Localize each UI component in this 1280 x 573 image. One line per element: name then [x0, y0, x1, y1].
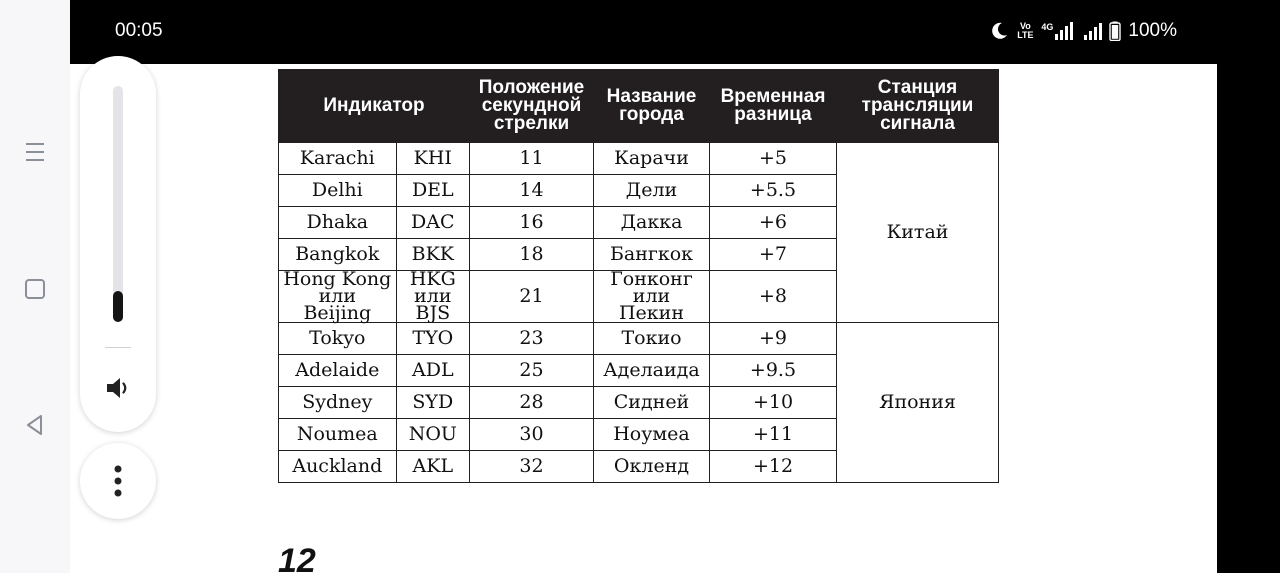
- time-difference: +11: [710, 419, 837, 451]
- volume-slider[interactable]: [113, 86, 123, 322]
- back-icon[interactable]: [22, 412, 48, 438]
- second-hand-position: 32: [470, 451, 594, 483]
- network-type-label: 4G: [1041, 22, 1054, 32]
- time-difference: +7: [710, 239, 837, 271]
- indicator-name: Auckland: [279, 451, 397, 483]
- city-name: Гонконг или Пекин: [594, 271, 710, 323]
- indicator-code: DAC: [396, 207, 469, 239]
- indicator-code: AKL: [396, 451, 469, 483]
- table-header-row: [279, 70, 999, 143]
- city-name: Аделаида: [594, 355, 710, 387]
- indicator-name: Delhi: [279, 175, 397, 207]
- do-not-disturb-moon-icon: [989, 21, 1009, 41]
- time-difference: +9: [710, 323, 837, 355]
- indicator-code: SYD: [396, 387, 469, 419]
- battery-icon: [1109, 21, 1121, 41]
- second-hand-position: 18: [470, 239, 594, 271]
- table-row: [279, 143, 999, 175]
- indicator-code: TYO: [396, 323, 469, 355]
- right-black-bar: [1217, 0, 1280, 573]
- time-difference: +6: [710, 207, 837, 239]
- time-difference: +12: [710, 451, 837, 483]
- indicator-code: ADL: [396, 355, 469, 387]
- table-row: [279, 323, 999, 355]
- indicator-code: BKK: [396, 239, 469, 271]
- volume-panel: [80, 56, 156, 432]
- time-zone-table: [278, 69, 999, 483]
- header-city-name: Название города: [594, 70, 710, 143]
- indicator-name: Dhaka: [279, 207, 397, 239]
- station-cell: Китай: [837, 143, 999, 323]
- city-name: Карачи: [594, 143, 710, 175]
- city-name: Окленд: [594, 451, 710, 483]
- indicator-code: DEL: [396, 175, 469, 207]
- indicator-code: KHI: [396, 143, 469, 175]
- header-signal-station: Станция трансляции сигнала: [837, 70, 999, 143]
- second-hand-position: 28: [470, 387, 594, 419]
- second-hand-position: 25: [470, 355, 594, 387]
- second-hand-position: 14: [470, 175, 594, 207]
- indicator-name: Hong Kong или Beijing: [279, 271, 397, 323]
- more-options-button[interactable]: [80, 443, 156, 519]
- city-name: Сидней: [594, 387, 710, 419]
- recent-apps-icon[interactable]: [22, 139, 48, 165]
- time-difference: +10: [710, 387, 837, 419]
- second-hand-position: 16: [470, 207, 594, 239]
- indicator-name: Karachi: [279, 143, 397, 175]
- second-hand-position: 21: [470, 271, 594, 323]
- page-number: 12: [278, 542, 316, 573]
- city-name: Дели: [594, 175, 710, 207]
- speaker-icon[interactable]: [104, 374, 132, 402]
- volume-divider: [105, 347, 131, 348]
- station-cell: Япония: [837, 323, 999, 483]
- indicator-name: Noumea: [279, 419, 397, 451]
- phone-screen: [70, 0, 1217, 573]
- city-name: Токио: [594, 323, 710, 355]
- header-time-difference: Временная разница: [710, 70, 837, 143]
- second-hand-position: 23: [470, 323, 594, 355]
- indicator-code: NOU: [396, 419, 469, 451]
- time-difference: +9.5: [710, 355, 837, 387]
- indicator-name: Adelaide: [279, 355, 397, 387]
- city-name: Ноумеа: [594, 419, 710, 451]
- indicator-name: Bangkok: [279, 239, 397, 271]
- home-icon[interactable]: [22, 276, 48, 302]
- time-difference: +5.5: [710, 175, 837, 207]
- time-difference: +8: [710, 271, 837, 323]
- second-hand-position: 30: [470, 419, 594, 451]
- signal-bars-icon: [1084, 23, 1102, 40]
- indicator-code: HKG или BJS: [396, 271, 469, 323]
- city-name: Дакка: [594, 207, 710, 239]
- battery-percent: 100%: [1128, 20, 1177, 41]
- document-page: [278, 69, 999, 483]
- indicator-name: Sydney: [279, 387, 397, 419]
- volte-icon: Vo LTE: [1017, 21, 1034, 40]
- navigation-rail: [0, 0, 70, 573]
- indicator-name: Tokyo: [279, 323, 397, 355]
- more-vertical-icon: [80, 443, 156, 519]
- city-name: Бангкок: [594, 239, 710, 271]
- status-bar: [70, 0, 1217, 64]
- signal-4g-icon: [1041, 22, 1073, 40]
- status-icons: [989, 20, 1177, 42]
- header-second-hand-position: Положение секундной стрелки: [470, 70, 594, 143]
- volume-slider-fill: [113, 291, 123, 322]
- second-hand-position: 11: [470, 143, 594, 175]
- time-difference: +5: [710, 143, 837, 175]
- header-indicator: Индикатор: [279, 70, 470, 143]
- clock: 00:05: [115, 20, 163, 41]
